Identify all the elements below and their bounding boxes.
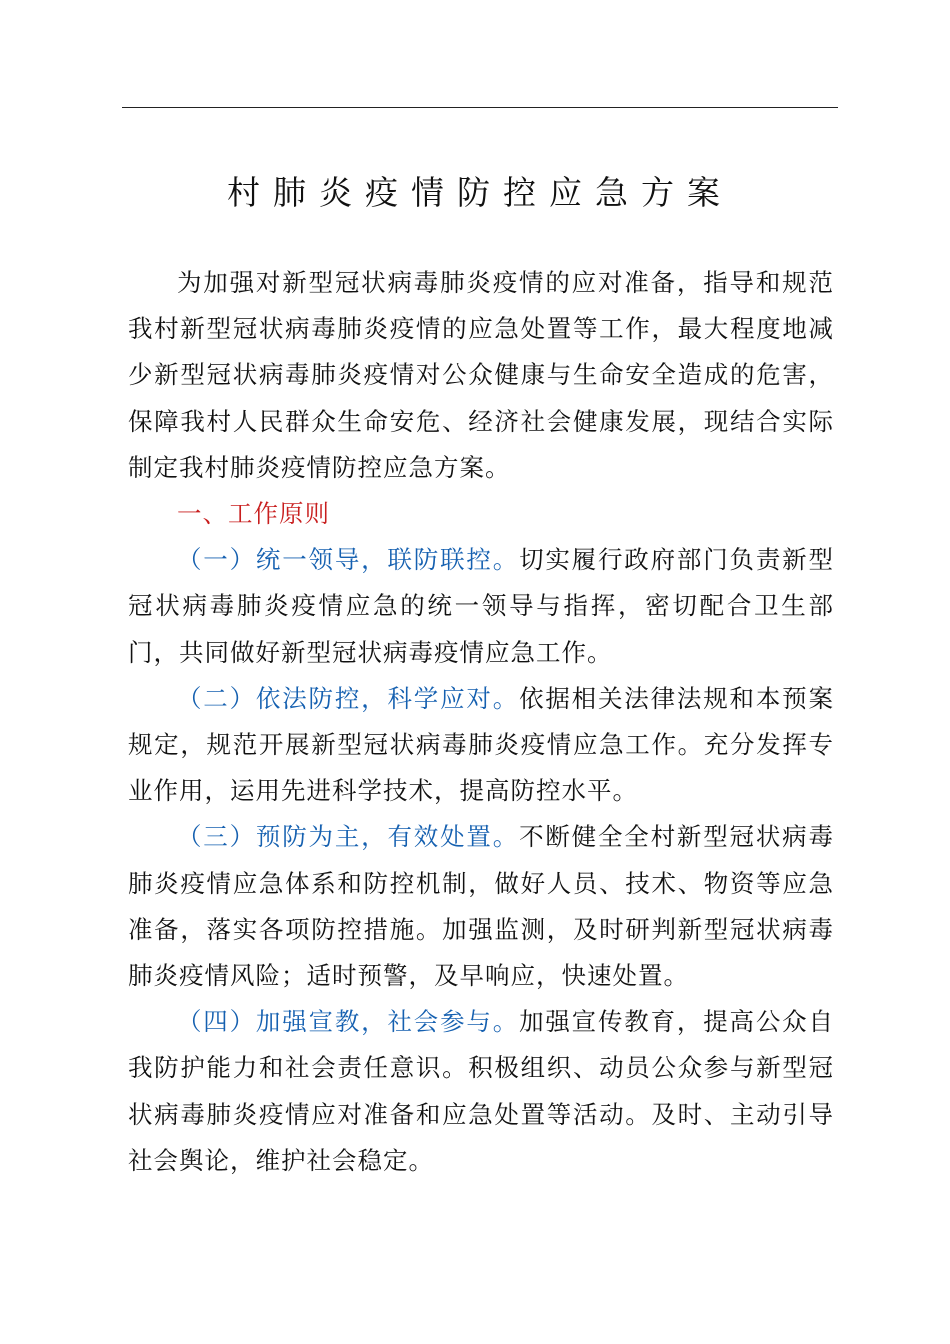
section-heading: 一、工作原则 — [177, 499, 330, 529]
principle-text-1: 切实履行政府部门负责新型冠状病毒肺炎疫情应急的统一领导与指挥，密切配合卫生部门，共同做好新型冠状病毒疫情应急工作。 — [128, 545, 834, 667]
principle-paragraph-4 — [128, 999, 834, 1184]
principle-text-2: 依据相关法律法规和本预案规定，规范开展新型冠状病毒肺炎疫情应急工作。充分发挥专业作用，运用先进科学技术，提高防控水平。 — [128, 683, 834, 806]
intro-paragraph: 为加强对新型冠状病毒肺炎疫情的应对准备，指导和规范我村新型冠状病毒肺炎疫情的应急处置等工作，最大程度地减少新型冠状病毒肺炎疫情对公众健康与生命安全造成的危害，保障我村人民群众生命安危、经济社会健康发展，现结合实际制定我村肺炎疫情防控应急方案。 — [128, 268, 834, 482]
principle-paragraph-1 — [128, 537, 834, 676]
principle-label-3: （三）预防为主，有效处置。 — [177, 822, 520, 852]
principle-label-4: （四）加强宣教，社会参与。 — [177, 1007, 520, 1037]
principle-label-2: （二）依法防控，科学应对。 — [177, 683, 520, 713]
document-body — [128, 260, 834, 1184]
header-rule — [122, 107, 838, 108]
principle-text-4: 加强宣传教育，提高公众自我防护能力和社会责任意识。积极组织、动员公众参与新型冠状病毒肺炎疫情应对准备和应急处置等活动。及时、主动引导社会舆论，维护社会稳定。 — [128, 1007, 834, 1175]
document-title: 村肺炎疫情防控应急方案 — [227, 173, 733, 212]
principle-label-1: （一）统一领导，联防联控。 — [177, 545, 520, 575]
principle-text-3: 不断健全全村新型冠状病毒肺炎疫情应急体系和防控机制，做好人员、技术、物资等应急准备，落实各项防控措施。加强监测，及时研判新型冠状病毒肺炎疫情风险；适时预警，及早响应，快速处置。 — [128, 822, 834, 991]
principle-paragraph-2 — [128, 676, 834, 815]
principle-paragraph-3 — [128, 814, 834, 999]
